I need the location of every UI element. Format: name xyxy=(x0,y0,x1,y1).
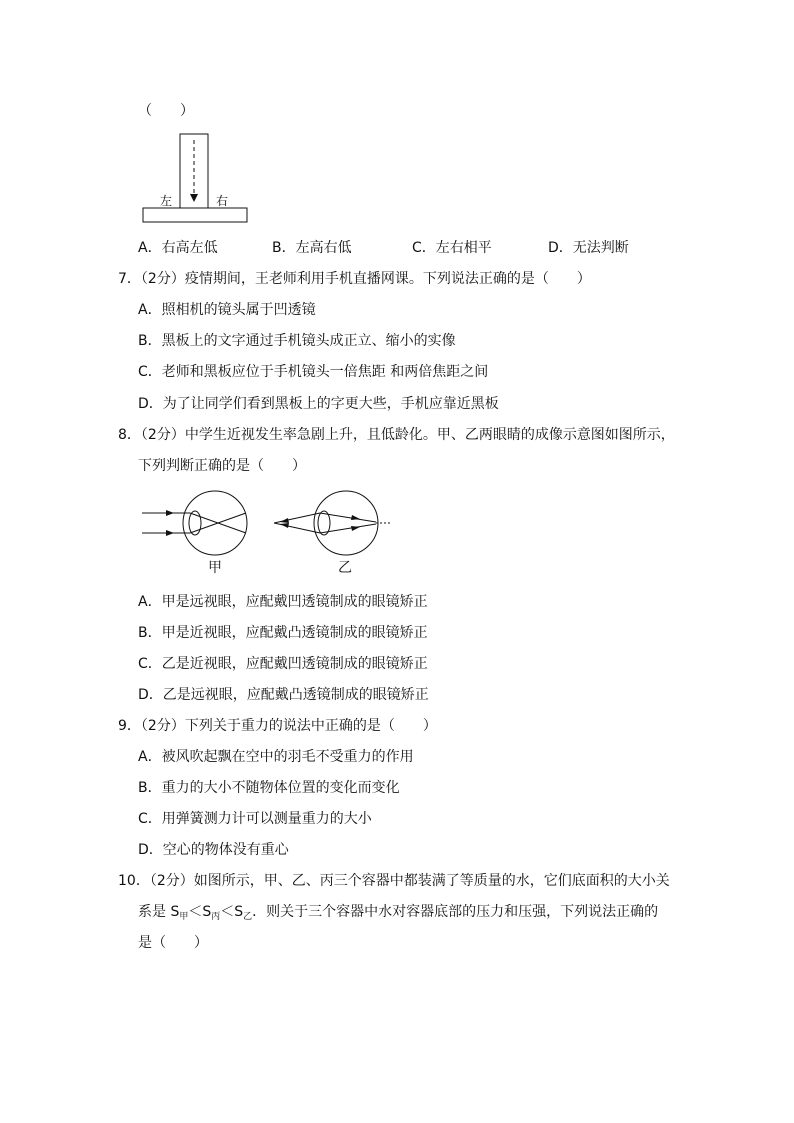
q6-label-left: 左 xyxy=(160,194,173,208)
q7-option-a: A．照相机的镜头属于凹透镜 xyxy=(138,302,316,318)
q7-option-d: D．为了让同学们看到黑板上的字更大些，手机应靠近黑板 xyxy=(138,396,499,412)
q6-figure xyxy=(140,130,252,226)
q10-stem-line2 xyxy=(138,902,658,927)
q8-option-d: D．乙是远视眼，应配戴凸透镜制成的眼镜矫正 xyxy=(138,687,429,703)
tube-diagram xyxy=(140,130,252,226)
q10-sub-yi: 乙 xyxy=(243,912,253,922)
q6-option-b: B．左高右低 xyxy=(272,240,352,256)
q8-option-a: A．甲是远视眼，应配戴凹透镜制成的眼镜矫正 xyxy=(138,594,428,610)
q6-option-c: C．左右相平 xyxy=(412,240,492,256)
q10-line2-suffix: ．则关于三个容器中水对容器底部的压力和压强，下列说法正确的 xyxy=(252,904,659,920)
q8-stem-line2: 下列判断正确的是（ ） xyxy=(138,458,306,474)
q10-sub-bing: 丙 xyxy=(211,912,221,922)
q7-stem: 7．（2分）疫情期间，王老师利用手机直播网课。下列说法正确的是（ ） xyxy=(118,271,591,287)
q9-option-d: D．空心的物体没有重心 xyxy=(138,842,289,858)
q10-lt1: ＜S xyxy=(188,904,212,920)
q9-option-c: C．用弹簧测力计可以测量重力的大小 xyxy=(138,811,372,827)
q8-option-c: C．乙是近视眼，应配戴凹透镜制成的眼镜矫正 xyxy=(138,656,428,672)
q6-option-a: A．右高左低 xyxy=(138,240,218,256)
eye-diagram xyxy=(138,485,398,577)
q7-option-c: C．老师和黑板应位于手机镜头一倍焦距 和两倍焦距之间 xyxy=(138,364,489,380)
q8-stem-line1: 8．（2分）中学生近视发生率急剧上升，且低龄化。甲、乙两眼睛的成像示意图如图所示， xyxy=(118,427,675,443)
q10-stem-line1: 10．（2分）如图所示，甲、乙、丙三个容器中都装满了等质量的水，它们底面积的大小关 xyxy=(118,873,670,889)
q10-line2-prefix: 系是 S xyxy=(138,904,180,920)
q9-option-a: A．被风吹起飘在空中的羽毛不受重力的作用 xyxy=(138,749,414,765)
q6-bracket: （ ） xyxy=(138,103,194,119)
q9-option-b: B．重力的大小不随物体位置的变化而变化 xyxy=(138,780,400,796)
q10-stem-line3: 是（ ） xyxy=(138,935,208,951)
q8-label-jia: 甲 xyxy=(208,560,222,576)
q9-stem: 9．（2分）下列关于重力的说法中正确的是（ ） xyxy=(118,718,437,734)
q8-label-yi: 乙 xyxy=(338,560,352,576)
q8-figure xyxy=(138,485,398,577)
q8-option-b: B．甲是近视眼，应配戴凸透镜制成的眼镜矫正 xyxy=(138,625,428,641)
q7-option-b: B．黑板上的文字通过手机镜头成正立、缩小的实像 xyxy=(138,333,456,349)
q6-option-d: D．无法判断 xyxy=(548,240,629,256)
q10-sub-jia: 甲 xyxy=(179,912,189,922)
q10-lt2: ＜S xyxy=(220,904,244,920)
q6-label-right: 右 xyxy=(216,194,229,208)
